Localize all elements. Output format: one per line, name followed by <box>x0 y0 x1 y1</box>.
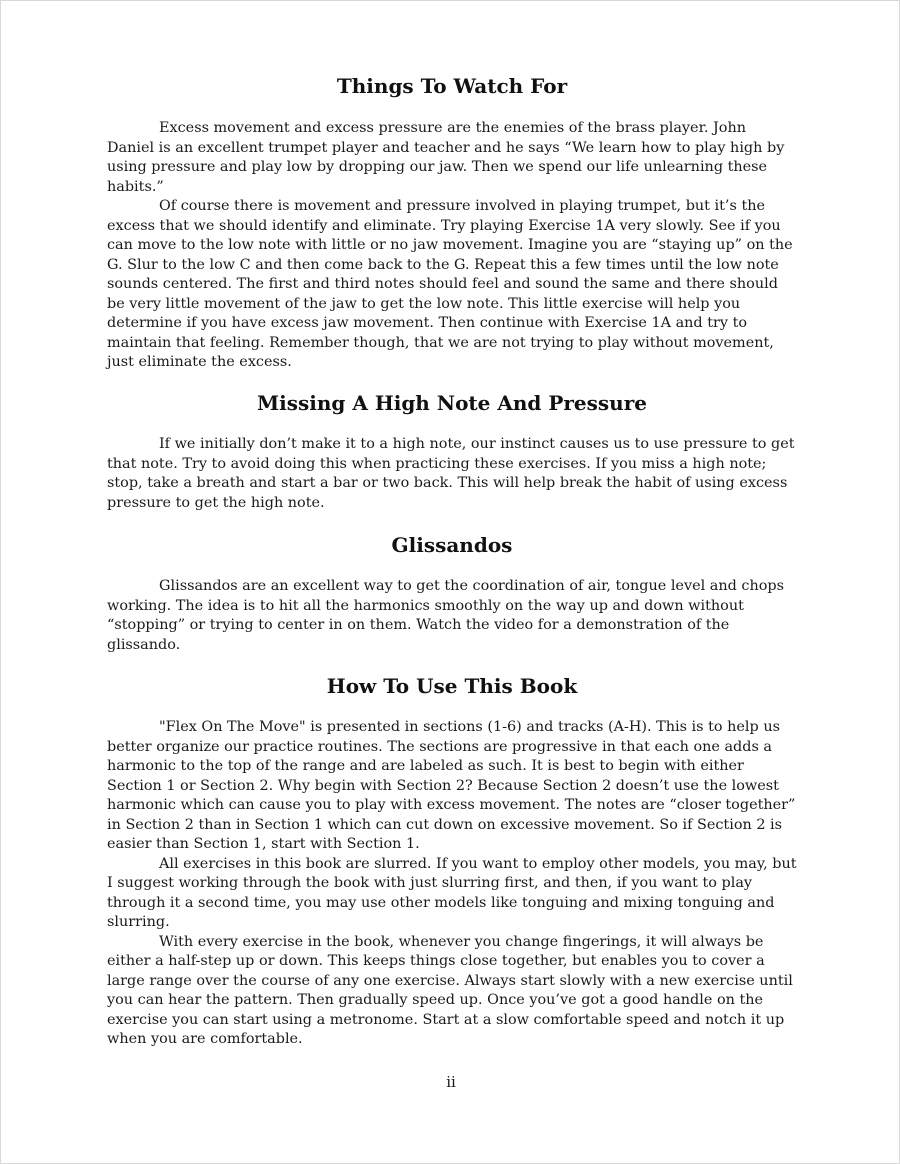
paragraph: All exercises in this book are slurred. If you want to employ other models, you may, but I suggest working through the book with just slurring first, and then, if you want to play through it a second time, you may use other models like tonguing and mixing tonguing and slurring. <box>107 855 797 930</box>
section-body-missing-high-note <box>107 435 797 513</box>
section-heading-how-to-use: How To Use This Book <box>326 674 578 698</box>
section-heading-missing-high-note: Missing A High Note And Pressure <box>257 391 647 415</box>
paragraph: Of course there is movement and pressure involved in playing trumpet, but it’s the excess that we should identify and eliminate. Try playing Exercise 1A very slowly. See if you can move to the low note with little or no jaw movement. Imagine you are “staying up” on the G. Slur to the low C and then come back to the G. Repeat this a few times until the low note sounds centered. The first and third notes should feel and sound the same and there should be very little movement of the jaw to get the low note. This little exercise will help you determine if you have excess jaw movement. Then continue with Exercise 1A and try to maintain that feeling. Remember though, that we are not trying to play without movement, just eliminate the excess. <box>107 198 793 370</box>
section-heading-things-to-watch-for: Things To Watch For <box>336 74 568 98</box>
section-body-glissandos <box>107 577 797 655</box>
paragraph: Excess movement and excess pressure are the enemies of the brass player. John Daniel is an excellent trumpet player and teacher and he says “We learn how to play high by using pressure and play low by dropping our jaw. Then we spend our life unlearning these habits.” <box>107 120 785 195</box>
page-number: ii <box>446 1073 456 1091</box>
section-body-how-to-use <box>107 718 797 1050</box>
paragraph: If we initially don’t make it to a high note, our instinct causes us to use pressure to get that note. Try to avoid doing this when practicing these exercises. If you miss a high note; stop, take a breath and start a bar or two back. This will help break the habit of using excess pressure to get the high note. <box>107 436 795 511</box>
section-heading-glissandos: Glissandos <box>391 533 513 557</box>
section-body-things-to-watch-for <box>107 119 797 373</box>
paragraph: With every exercise in the book, whenever you change fingerings, it will always be either a half-step up or down. This keeps things close together, but enables you to cover a large range over the course of any one exercise. Always start slowly with a new exercise until you can hear the pattern. Then gradually speed up. Once you’ve got a good handle on the exercise you can start using a metronome. Start at a slow comfortable speed and notch it up when you are comfortable. <box>107 933 793 1047</box>
paragraph: "Flex On The Move" is presented in sections (1-6) and tracks (A-H). This is to help us better organize our practice routines. The sections are progressive in that each one adds a harmonic to the top of the range and are labeled as such. It is best to begin with either Section 1 or Section 2. Why begin with Section 2? Because Section 2 doesn’t use the lowest harmonic which can cause you to play with excess movement. The notes are “closer together” in Section 2 than in Section 1 which can cut down on excessive movement. So if Section 2 is easier than Section 1, start with Section 1. <box>107 719 796 852</box>
paragraph: Glissandos are an excellent way to get the coordination of air, tongue level and chops working. The idea is to hit all the harmonics smoothly on the way up and down without “stopping” or trying to center in on them. Watch the video for a demonstration of the glissando. <box>107 578 784 653</box>
